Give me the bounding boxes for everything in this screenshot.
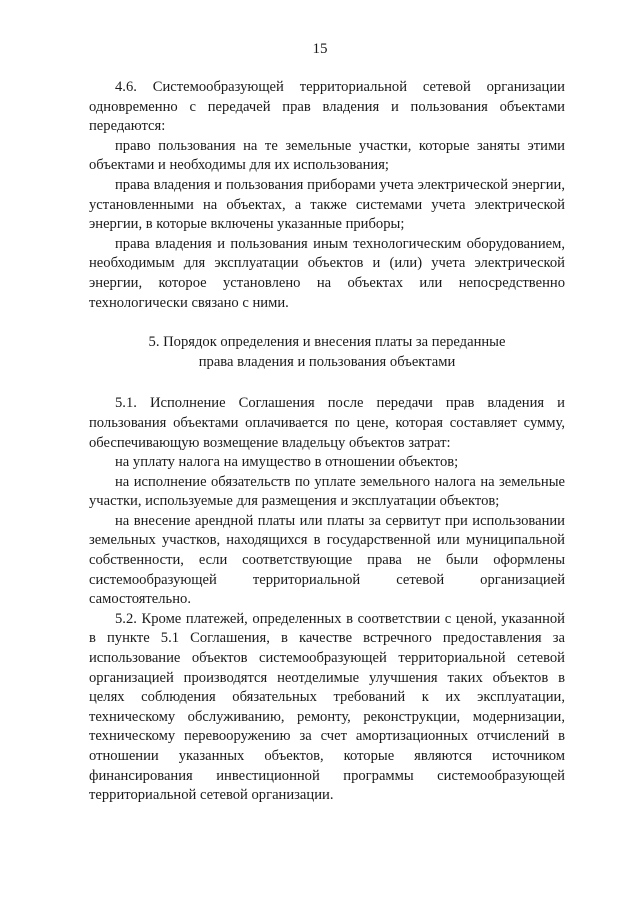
section-heading-line-1: 5. Порядок определения и внесения платы за переданные bbox=[148, 334, 506, 351]
paragraph-equipment-rights: права владения и пользования иным технологическим оборудованием, необходимым для эксплуатации объектов и (или) учета электрической энергии, которое установлено на объектах или непосредственно технологически связано с ними. bbox=[89, 235, 565, 311]
paragraph-5-2: 5.2. Кроме платежей, определенных в соответствии с ценой, указанной в пункте 5.1 Соглашения, в качестве встречного предоставления за использование объектов системообразующей территориальной сетевой организацией производятся неотделимые улучшения таких объектов в целях соблюдения обязательных требований к их эксплуатации, техническому обслуживанию, ремонту, реконструкции, модернизации, техническому перевооружению за счет амортизационных отчислений в отношении указанных объектов, которые являются источником финансирования инвестиционной программы системообразующей территориальной сетевой организации. bbox=[89, 610, 565, 804]
page-number: 15 bbox=[312, 41, 328, 57]
section-heading-line-2: права владения и пользования объектами bbox=[198, 353, 456, 370]
section-heading-5 bbox=[89, 333, 565, 372]
paragraph-rent-servitude: на внесение арендной платы или платы за сервитут при использовании земельных участков, находящихся в государственной или муниципальной собственности, если соответствующие права не были оформлены системообразующей территориальной сетевой организацией самостоятельно. bbox=[89, 512, 565, 608]
paragraph-land-use-right: право пользования на те земельные участки, которые заняты этими объектами и необходимы для их использования; bbox=[89, 137, 565, 174]
document-body bbox=[89, 78, 565, 806]
paragraph-metering-rights: права владения и пользования приборами учета электрической энергии, установленными на объектах, а также системами учета электрической энергии, в которые включены указанные приборы; bbox=[89, 176, 565, 233]
paragraph-property-tax: на уплату налога на имущество в отношении объектов; bbox=[115, 454, 459, 471]
paragraph-4-6: 4.6. Системообразующей территориальной сетевой организации одновременно с передачей прав владения и пользования объектами передаются: bbox=[89, 79, 565, 135]
paragraph-5-1: 5.1. Исполнение Соглашения после передачи прав владения и пользования объектами оплачивается по цене, которая составляет сумму, обеспечивающую возмещение владельцу объектов затрат: bbox=[89, 395, 565, 451]
paragraph-land-tax: на исполнение обязательств по уплате земельного налога на земельные участки, используемые для размещения и эксплуатации объектов; bbox=[89, 473, 565, 510]
